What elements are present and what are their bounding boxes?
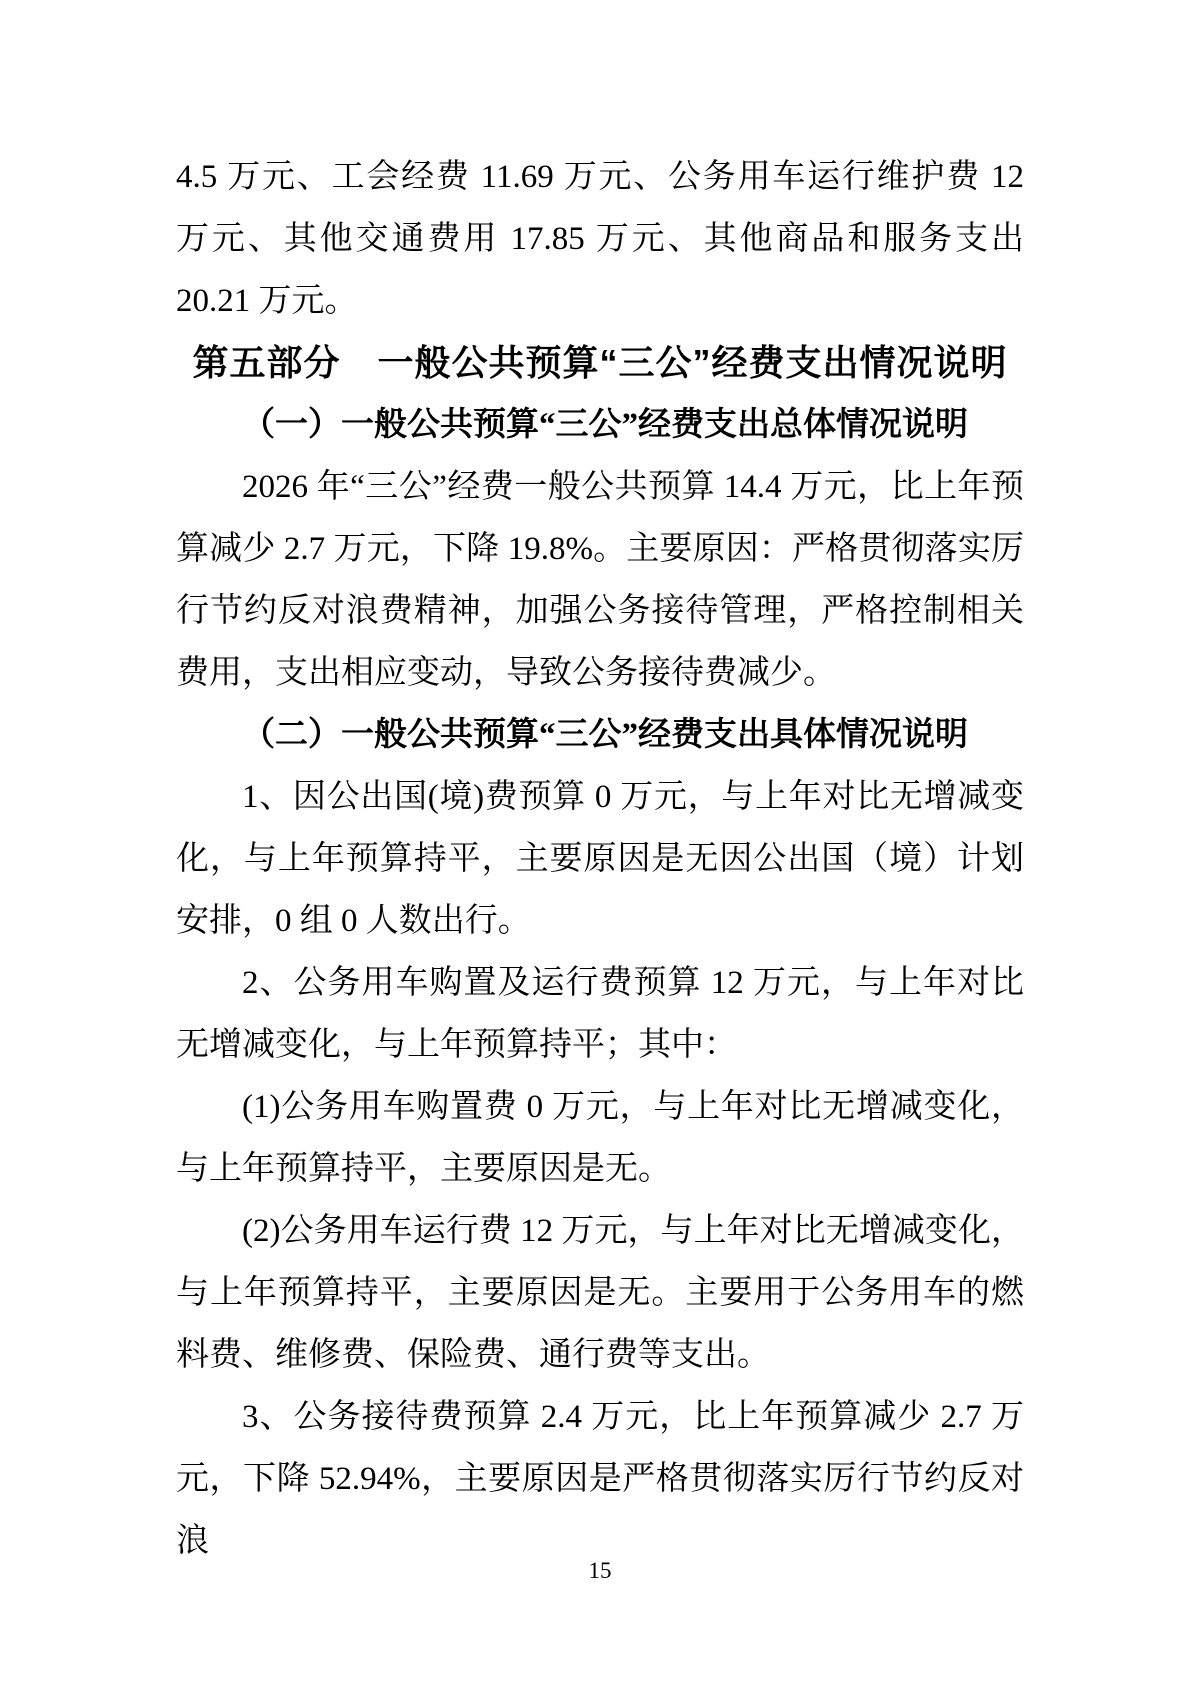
section-heading-part-five: 第五部分 一般公共预算“三公”经费支出情况说明 bbox=[192, 342, 1008, 383]
paragraph-item3-official-reception: 3、公务接待费预算 2.4 万元，比上年预算减少 2.7 万元，下降 52.94%，主要原因是严格贯彻落实厉行节约反对浪 bbox=[176, 1399, 1024, 1559]
paragraph-item2-official-vehicles: 2、公务用车购置及运行费预算 12 万元，与上年对比无增减变化，与上年预算持平；其中： bbox=[176, 965, 1024, 1063]
page-number: 15 bbox=[588, 1558, 612, 1583]
subsection-heading-specific-situation: （二）一般公共预算“三公”经费支出具体情况说明 bbox=[242, 717, 968, 753]
document-body bbox=[176, 146, 1024, 1572]
paragraph-budget-items-continuation: 4.5 万元、工会经费 11.69 万元、公务用车运行维护费 12 万元、其他交通费用 17.85 万元、其他商品和服务支出 20.21 万元。 bbox=[176, 159, 1024, 319]
paragraph-item1-overseas-trips: 1、因公出国(境)费预算 0 万元，与上年对比无增减变化，与上年预算持平，主要原因是无因公出国（境）计划安排，0 组 0 人数出行。 bbox=[176, 779, 1024, 939]
paragraph-item2-1-vehicle-purchase: (1)公务用车购置费 0 万元，与上年对比无增减变化，与上年预算持平，主要原因是无。 bbox=[176, 1089, 1024, 1187]
subsection-heading-overall-situation: （一）一般公共预算“三公”经费支出总体情况说明 bbox=[242, 407, 968, 443]
paragraph-overall-three-public-budget: 2026 年“三公”经费一般公共预算 14.4 万元，比上年预算减少 2.7 万元，下降 19.8%。主要原因：严格贯彻落实厉行节约反对浪费精神，加强公务接待管理，严格控制相关费用，支出相应变动，导致公务接待费减少。 bbox=[176, 469, 1024, 691]
paragraph-item2-2-vehicle-operation: (2)公务用车运行费 12 万元，与上年对比无增减变化，与上年预算持平，主要原因是无。主要用于公务用车的燃料费、维修费、保险费、通行费等支出。 bbox=[176, 1213, 1024, 1373]
